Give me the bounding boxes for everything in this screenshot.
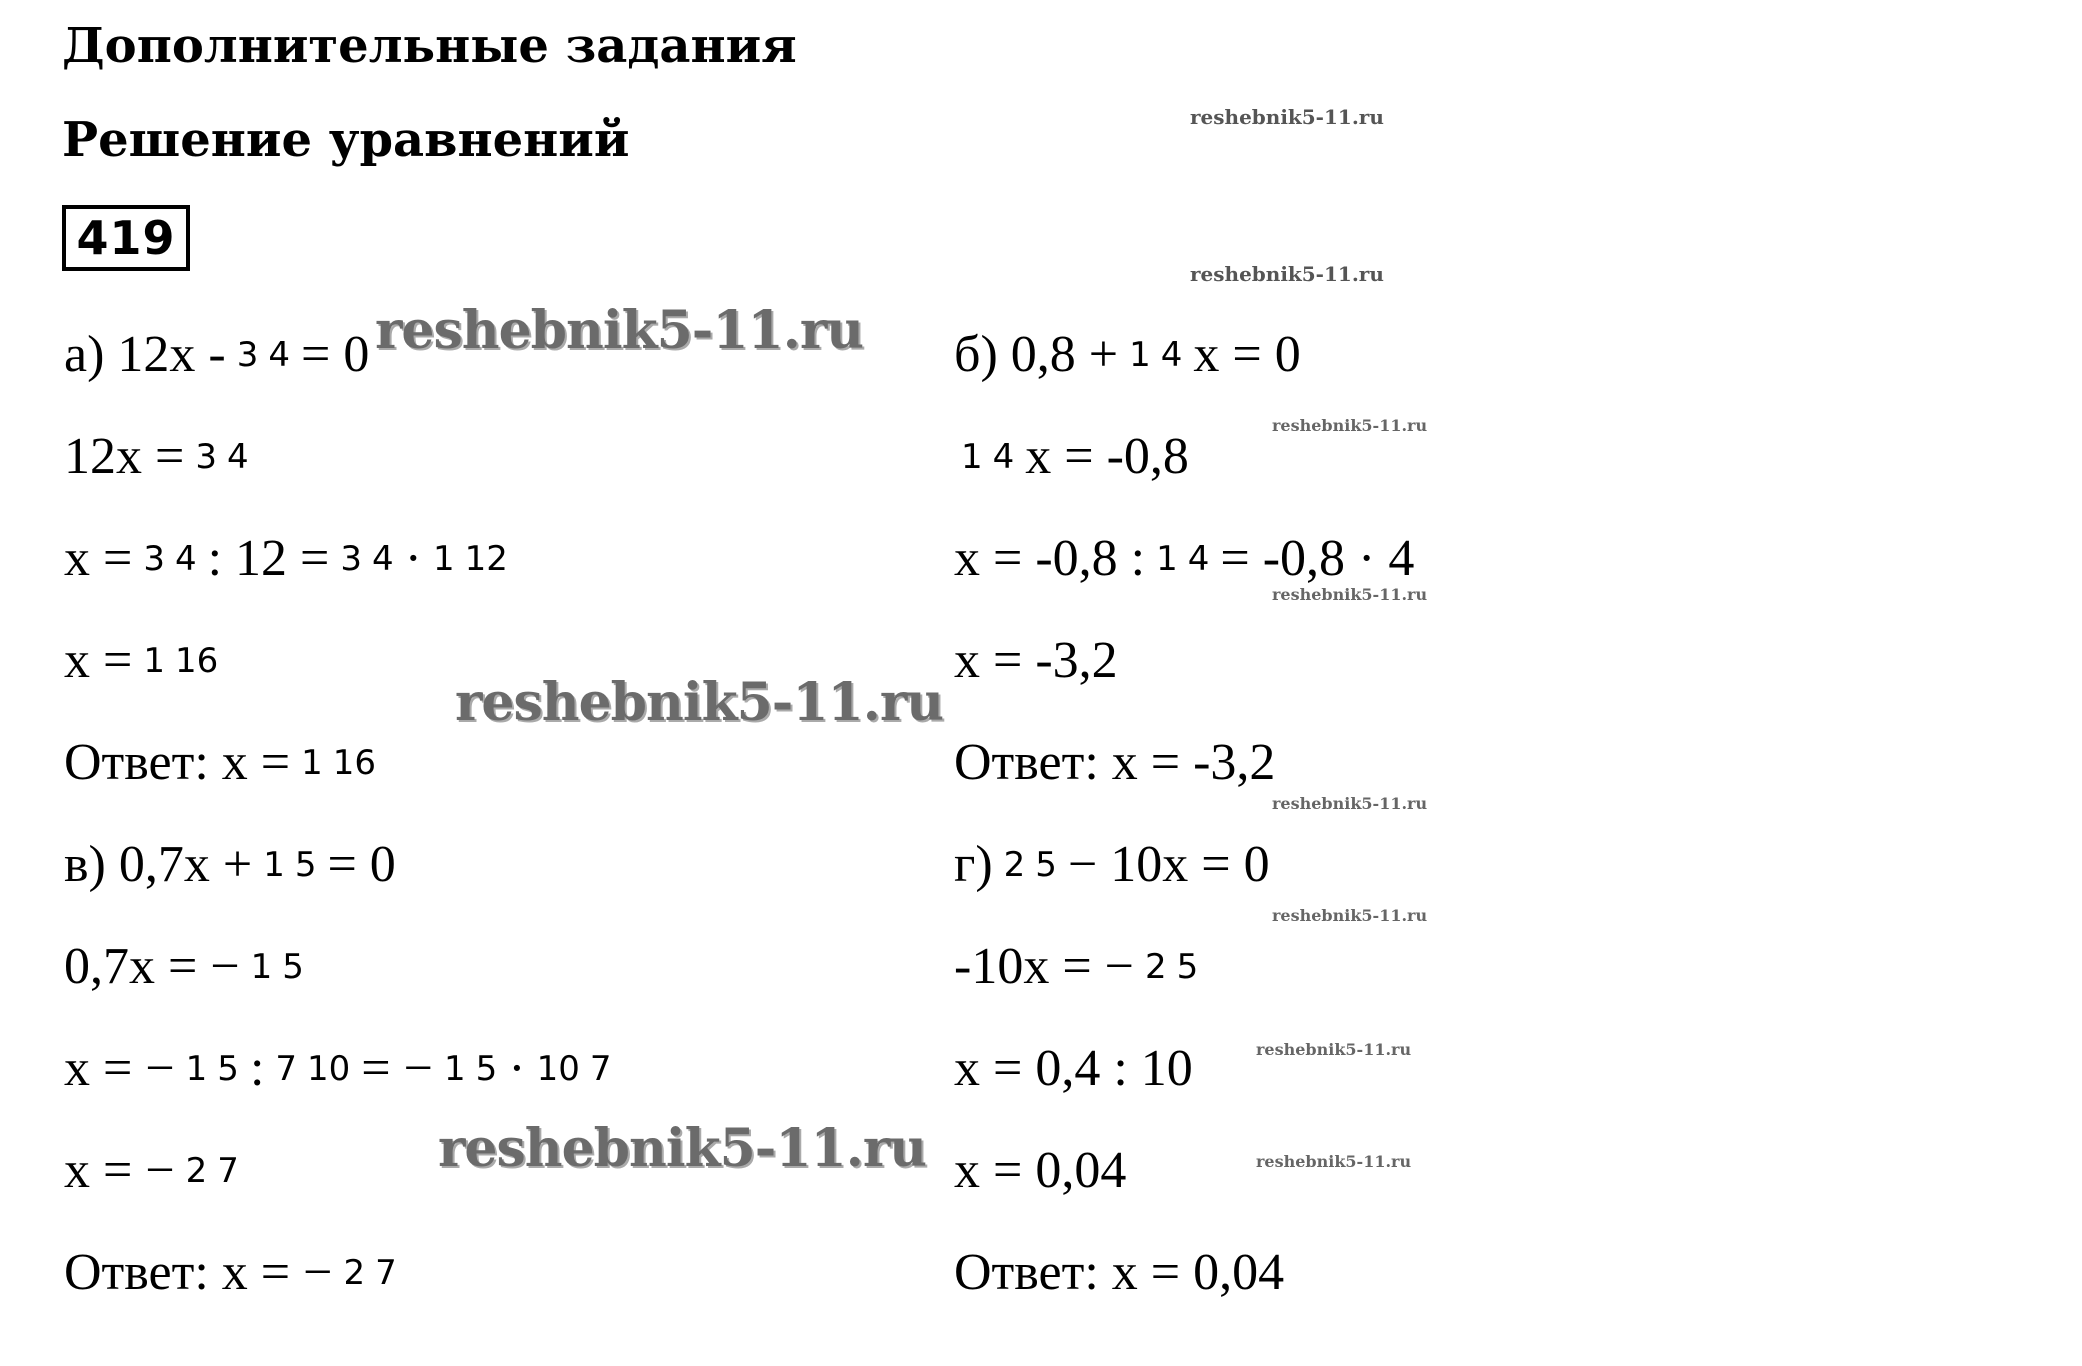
equation-line [62,504,517,614]
watermark: reshebnik5-11.ru [1272,794,1428,813]
fraction [1151,539,1214,579]
equation-line [62,402,258,512]
fraction-numerator: 3 [236,335,259,375]
equation-line [62,708,385,818]
equation-line [952,708,1277,818]
watermark: reshebnik5-11.ru [1190,105,1384,129]
equation-line [62,1014,620,1124]
fraction-numerator: 1 [433,539,455,579]
fraction-denominator: 16 [174,641,219,681]
equation-text: г) [954,836,993,893]
equation-text: Ответ: x = -3,2 [954,734,1276,791]
fraction [1124,335,1187,375]
equation-text: x = [64,530,133,587]
equation-text: 0,7x = − [64,938,240,995]
fraction-numerator: 10 [536,1049,580,1089]
fraction [1140,947,1203,987]
equation-line [952,606,1120,716]
fraction-denominator: 7 [589,1049,612,1089]
equation-text: Ответ: x = 0,04 [954,1244,1285,1301]
fraction-numerator: 3 [195,437,217,477]
equation-text: = − [361,1040,433,1097]
equation-line [952,1116,1128,1226]
fraction-denominator: 5 [1035,845,1057,885]
fraction [138,641,223,681]
watermark: reshebnik5-11.ru [1256,1152,1412,1171]
equation-line [952,402,1191,512]
fraction-denominator: 12 [464,539,508,579]
fraction-numerator: 1 [250,947,273,987]
equation-text: x = − [64,1142,175,1199]
fraction-numerator: 1 [1156,539,1178,579]
fraction-denominator: 4 [226,437,249,477]
fraction [246,947,309,987]
fraction-numerator: 1 [443,1049,466,1089]
section-subtitle: Решение уравнений [62,112,630,168]
fraction [270,1049,355,1089]
fraction-numerator: 3 [340,539,363,579]
watermark-large: reshebnik5-11.ru [375,300,864,361]
equation-line [952,912,1207,1022]
equation-text: = -0,8 · 4 [1220,530,1415,587]
fraction-denominator: 4 [372,539,394,579]
watermark-large: reshebnik5-11.ru [455,672,944,733]
fraction [532,1049,617,1089]
watermark: reshebnik5-11.ru [1272,416,1428,435]
equation-line [952,1014,1195,1124]
equation-line [62,912,313,1022]
fraction [232,335,295,375]
equation-text: а) 12x - [64,326,226,383]
equation-text: − 10x = 0 [1067,836,1270,893]
equation-text: x = 0 [1193,326,1301,383]
fraction-denominator: 5 [475,1049,498,1089]
watermark: reshebnik5-11.ru [1190,262,1384,286]
equation-text: · [404,530,422,587]
equation-line [62,1218,406,1328]
fraction [181,1151,244,1191]
equation-text: -10x = − [954,938,1134,995]
equation-line [62,300,371,410]
equation-text: x = -0,8 : [954,530,1146,587]
watermark: reshebnik5-11.ru [1272,906,1428,925]
equation-text: x = -0,8 [1025,428,1189,485]
equation-line [952,300,1303,410]
fraction-denominator: 5 [294,845,317,885]
fraction [258,845,321,885]
equation-line [62,810,398,920]
fraction [190,437,253,477]
fraction-numerator: 1 [1129,335,1151,375]
watermark: reshebnik5-11.ru [1256,1040,1412,1059]
fraction-denominator: 4 [1160,335,1183,375]
fraction-denominator: 16 [332,743,377,783]
fraction-numerator: 7 [275,1049,298,1089]
fraction-numerator: 2 [343,1253,366,1293]
fraction-denominator: 7 [217,1151,239,1191]
fraction [181,1049,244,1089]
watermark: reshebnik5-11.ru [1272,585,1428,604]
fraction-denominator: 4 [1187,539,1210,579]
equation-line [62,606,227,716]
equation-text: 12x = [64,428,185,485]
fraction-denominator: 4 [992,437,1015,477]
equation-line [952,504,1416,614]
equation-line [62,1116,248,1226]
section-title: Дополнительные задания [62,18,797,74]
equation-text: x = 0,4 : 10 [954,1040,1193,1097]
fraction-denominator: 7 [375,1253,397,1293]
fraction-numerator: 3 [143,539,165,579]
equation-text: Ответ: x = [64,734,291,791]
fraction [335,539,398,579]
fraction [439,1049,502,1089]
fraction-numerator: 2 [1003,845,1026,885]
fraction-denominator: 10 [307,1049,351,1089]
fraction-denominator: 5 [217,1049,239,1089]
fraction-numerator: 2 [1144,947,1167,987]
fraction-numerator: 1 [263,845,285,885]
fraction-numerator: 1 [143,641,165,681]
fraction-denominator: 4 [174,539,197,579]
equation-text: : 12 = [207,530,330,587]
fraction [138,539,201,579]
fraction-numerator: 1 [301,743,323,783]
fraction [428,539,513,579]
equation-text: в) 0,7x + [64,836,253,893]
problem-number-box: 419 [62,205,190,271]
equation-text: : [249,1040,265,1097]
fraction-numerator: 1 [961,437,983,477]
equation-text: б) 0,8 + [954,326,1119,383]
equation-text: · [508,1040,526,1097]
equation-text: = 0 [301,326,370,383]
fraction-denominator: 5 [282,947,304,987]
fraction-numerator: 1 [185,1049,208,1089]
equation-line [952,1218,1286,1328]
equation-text: x = − [64,1040,175,1097]
equation-text: x = [64,632,133,689]
fraction [338,1253,401,1293]
fraction [956,437,1019,477]
equation-text: = 0 [327,836,396,893]
equation-line [952,810,1272,920]
equation-text: Ответ: x = − [64,1244,333,1301]
fraction-denominator: 4 [268,335,290,375]
equation-text: x = -3,2 [954,632,1118,689]
fraction [999,845,1062,885]
fraction [296,743,381,783]
fraction-numerator: 2 [185,1151,208,1191]
watermark-large: reshebnik5-11.ru [438,1118,927,1179]
fraction-denominator: 5 [1176,947,1199,987]
equation-text: x = 0,04 [954,1142,1127,1199]
